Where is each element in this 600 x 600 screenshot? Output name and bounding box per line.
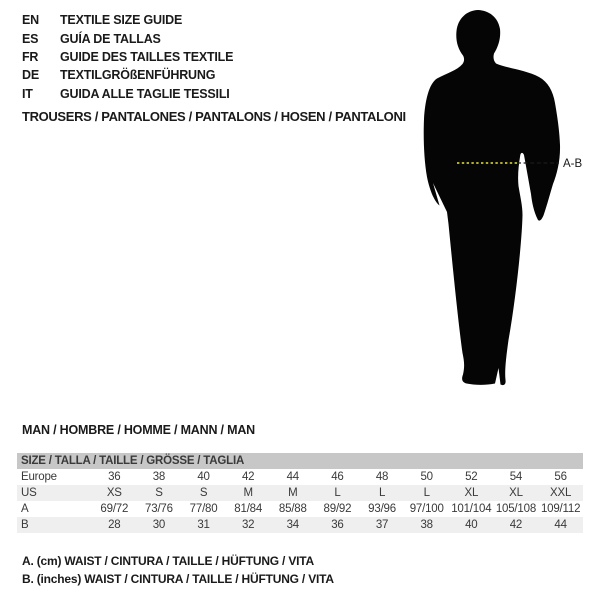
table-row [17,485,583,501]
value-cell: S [199,487,208,499]
language-label: TEXTILGRÖßENFÜHRUNG [60,68,216,83]
table-row [17,501,583,517]
waist-measure-label: A-B [563,158,583,170]
value-cell: 42 [509,519,523,531]
value-cell: 73/76 [145,503,173,515]
language-row-de [22,66,233,84]
value-cell: 109/112 [540,503,581,515]
size-table [17,453,583,533]
language-row-es [22,29,233,47]
value-cell: 97/100 [409,503,444,515]
value-cell: 46 [331,471,344,483]
value-cell: 34 [286,519,300,531]
value-cell: XL [509,487,523,499]
man-silhouette-svg [420,8,598,390]
value-cell: 56 [554,471,567,483]
note-a: A. (cm) WAIST / CINTURA / TAILLE / HÜFTUNG / VITA [22,554,314,568]
language-code: ES [22,31,39,46]
table-row [17,517,583,533]
value-cell: 69/72 [100,503,129,515]
row-label-cell: US [21,487,37,499]
value-cell: 77/80 [189,503,218,515]
value-cell: 36 [331,519,344,531]
row-label-cell: A [21,503,29,515]
language-row-fr [22,48,233,66]
note-b: B. (inches) WAIST / CINTURA / TAILLE / HÜFTUNG / VITA [22,571,334,586]
category-heading: TROUSERS / PANTALONES / PANTALONS / HOSEN / PANTALONI [22,109,406,124]
value-cell: 89/92 [323,503,352,515]
value-cell: XL [464,487,479,499]
value-cell: 40 [197,471,210,483]
value-cell: 32 [241,519,255,531]
value-cell: 93/96 [368,503,396,515]
value-cell: 30 [152,519,166,531]
value-cell: 36 [108,471,121,483]
value-cell: 81/84 [234,503,263,515]
language-code: EN [22,13,39,28]
language-label: GUÍA DE TALLAS [60,31,161,46]
value-cell: 105/108 [495,503,537,515]
language-row-it [22,85,233,103]
value-cell: 52 [465,471,478,483]
row-label-cell: Europe [21,471,57,483]
value-cell: XS [106,487,122,499]
language-code: IT [22,86,33,101]
value-cell: XXL [550,487,572,499]
man-silhouette-figure [420,8,598,390]
value-cell: L [378,487,386,499]
value-cell: 85/88 [278,503,307,515]
value-cell: 101/104 [451,503,492,515]
language-code: DE [22,68,39,83]
size-table-header: SIZE / TALLA / TAILLE / GRÖSSE / TAGLIA [17,453,583,469]
language-label: GUIDA ALLE TAGLIE TESSILI [60,86,230,101]
value-cell: 48 [375,471,389,483]
size-table-body [17,469,583,533]
value-cell: L [423,487,430,499]
language-row-en [22,11,233,29]
value-cell: 44 [286,471,300,483]
value-cell: 37 [375,519,389,531]
value-cell: 42 [241,471,255,483]
value-cell: 38 [420,519,433,531]
size-table-grid [17,469,583,533]
row-label-cell: B [21,519,29,531]
value-cell: 28 [108,519,121,531]
value-cell: L [334,487,341,499]
value-cell: 31 [197,519,210,531]
gender-heading: MAN / HOMBRE / HOMME / MANN / MAN [22,423,255,437]
value-cell: 50 [420,471,433,483]
value-cell: M [243,487,253,499]
value-cell: 38 [152,471,166,483]
language-label: TEXTILE SIZE GUIDE [60,13,183,28]
man-silhouette-body [424,10,560,385]
value-cell: 40 [465,519,478,531]
language-code: FR [22,49,39,64]
language-label: GUIDE DES TAILLES TEXTILE [60,49,234,64]
measure-notes [22,553,334,588]
value-cell: 44 [554,519,567,531]
value-cell: S [155,487,163,499]
language-guide-list [22,11,233,103]
value-cell: 54 [509,471,523,483]
table-row [17,469,583,485]
value-cell: M [288,487,298,499]
